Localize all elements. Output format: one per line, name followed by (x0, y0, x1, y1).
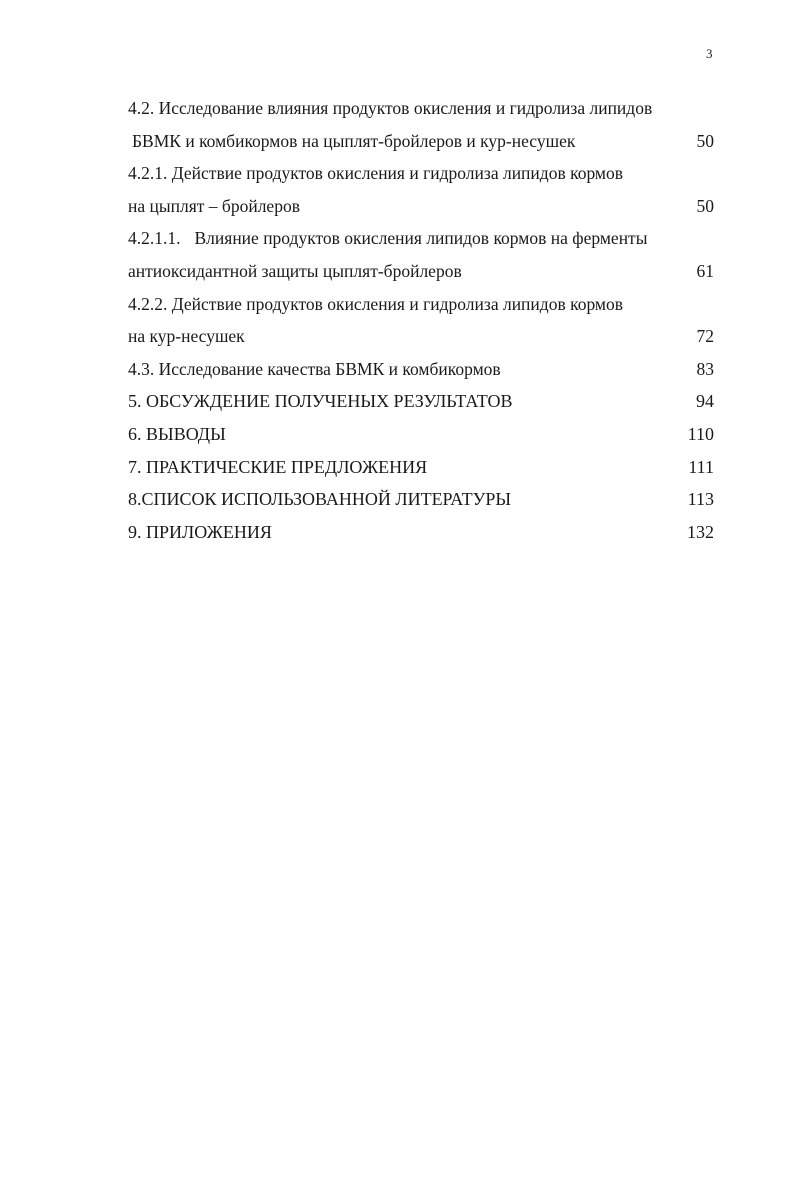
toc-entry-text: 5. ОБСУЖДЕНИЕ ПОЛУЧЕНЫХ РЕЗУЛЬТАТОВ (128, 391, 513, 412)
toc-entry-text: 4.2.2. Действие продуктов окисления и гидролиза липидов кормов (128, 293, 624, 314)
toc-entry-page: 113 (687, 489, 714, 510)
toc-entry-text: 9. ПРИЛОЖЕНИЯ (128, 521, 272, 542)
toc-line (128, 255, 714, 288)
toc-line (128, 92, 714, 125)
page-number: 3 (706, 46, 713, 61)
toc-line (128, 418, 714, 451)
toc-entry-page: 132 (687, 521, 714, 542)
toc-entry-page: 110 (687, 423, 714, 444)
toc-entry-title: Влияние продуктов окисления липидов кормов на ферменты (194, 228, 648, 249)
toc-line (128, 190, 714, 223)
toc-line (128, 353, 714, 386)
toc-entry-text: на кур-несушек (128, 326, 245, 347)
toc-line (128, 157, 714, 190)
toc-line (128, 320, 714, 353)
toc-entry-text: 4.3. Исследование качества БВМК и комбикормов (128, 358, 501, 379)
toc-line (128, 516, 714, 549)
toc-entry-text: 6. ВЫВОДЫ (128, 423, 226, 444)
toc-entry-text: на цыплят – бройлеров (128, 195, 300, 216)
toc-entry-text (128, 222, 647, 255)
toc-line (128, 451, 714, 484)
toc-line (128, 125, 714, 158)
toc-entry-text: антиоксидантной защиты цыплят-бройлеров (128, 260, 462, 281)
toc-entry-page: 83 (696, 358, 714, 379)
toc-entry-page: 94 (696, 391, 714, 412)
toc-entry-text: 7. ПРАКТИЧЕСКИЕ ПРЕДЛОЖЕНИЯ (128, 456, 428, 477)
toc-entry-number: 4.2.1.1. (128, 228, 181, 249)
toc-entry-text: 8.СПИСОК ИСПОЛЬЗОВАННОЙ ЛИТЕРАТУРЫ (128, 489, 512, 510)
table-of-contents (128, 92, 714, 548)
toc-entry-page: 61 (696, 260, 714, 281)
toc-entry-text: 4.2.1. Действие продуктов окисления и гидролиза липидов кормов (128, 163, 624, 184)
toc-entry-page: 50 (696, 195, 714, 216)
toc-entry-text: БВМК и комбикормов на цыплят-бройлеров и кур-несушек (132, 130, 576, 151)
toc-entry-page: 50 (696, 130, 714, 151)
toc-line (128, 288, 714, 321)
toc-entry-text: 4.2. Исследование влияния продуктов окисления и гидролиза липидов (128, 98, 653, 118)
toc-entry-page: 72 (696, 326, 714, 347)
toc-line (128, 483, 714, 516)
toc-entry-page: 111 (688, 456, 714, 477)
toc-line (128, 385, 714, 418)
toc-line (128, 222, 714, 255)
